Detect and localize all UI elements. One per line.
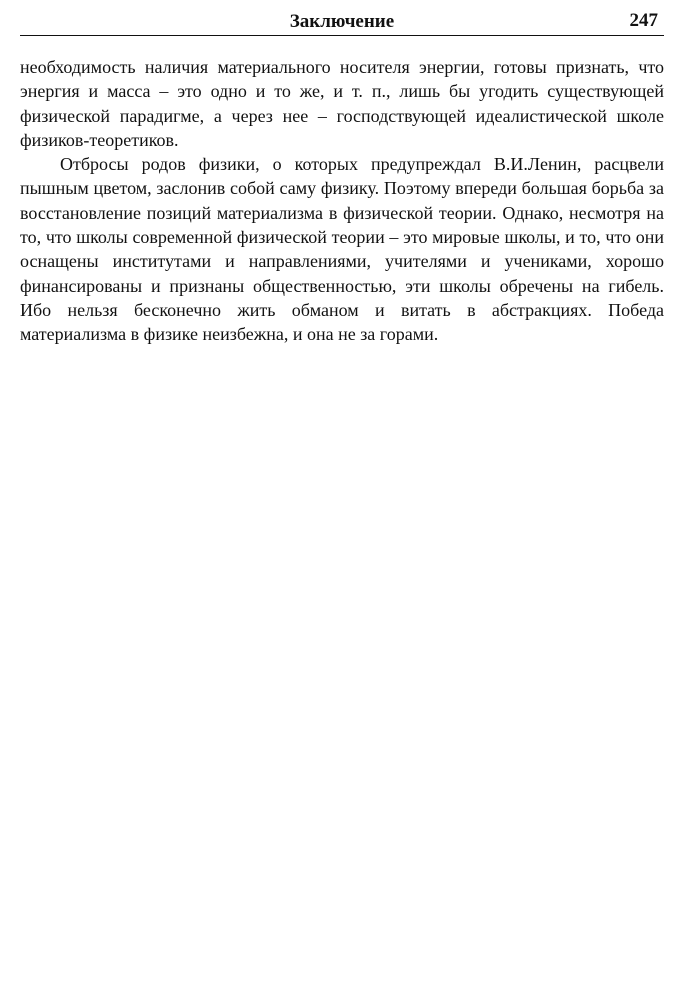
paragraph: Отбросы родов физики, о которых предупреждал В.И.Ленин, расцвели пышным цветом, заслонив собой саму физику. Поэтому впереди большая борьба за восстановление позиций материализма в физической теории. Однако, несмотря на то, что школы современной физической теории – это мировые школы, и то, что они оснащены институтами и направлениями, учителями и учениками, хорошо финансированы и признаны общественностью, эти школы обречены на гибель. Ибо нельзя бесконечно жить обманом и витать в абстракциях. Победа материализма в физике неизбежна, и она не за горами. <box>20 154 664 345</box>
paragraph-continuation: необходимость наличия материального носителя энергии, готовы признать, что энергия и масса – это одно и то же, и т. п., лишь бы угодить существующей физической парадигме, а через нее – господствующей идеалистической школе физиков-теоретиков. <box>20 57 664 150</box>
body-text <box>20 55 664 347</box>
running-header <box>20 9 664 36</box>
page-number: 247 <box>629 10 658 31</box>
section-title: Заключение <box>289 11 395 32</box>
